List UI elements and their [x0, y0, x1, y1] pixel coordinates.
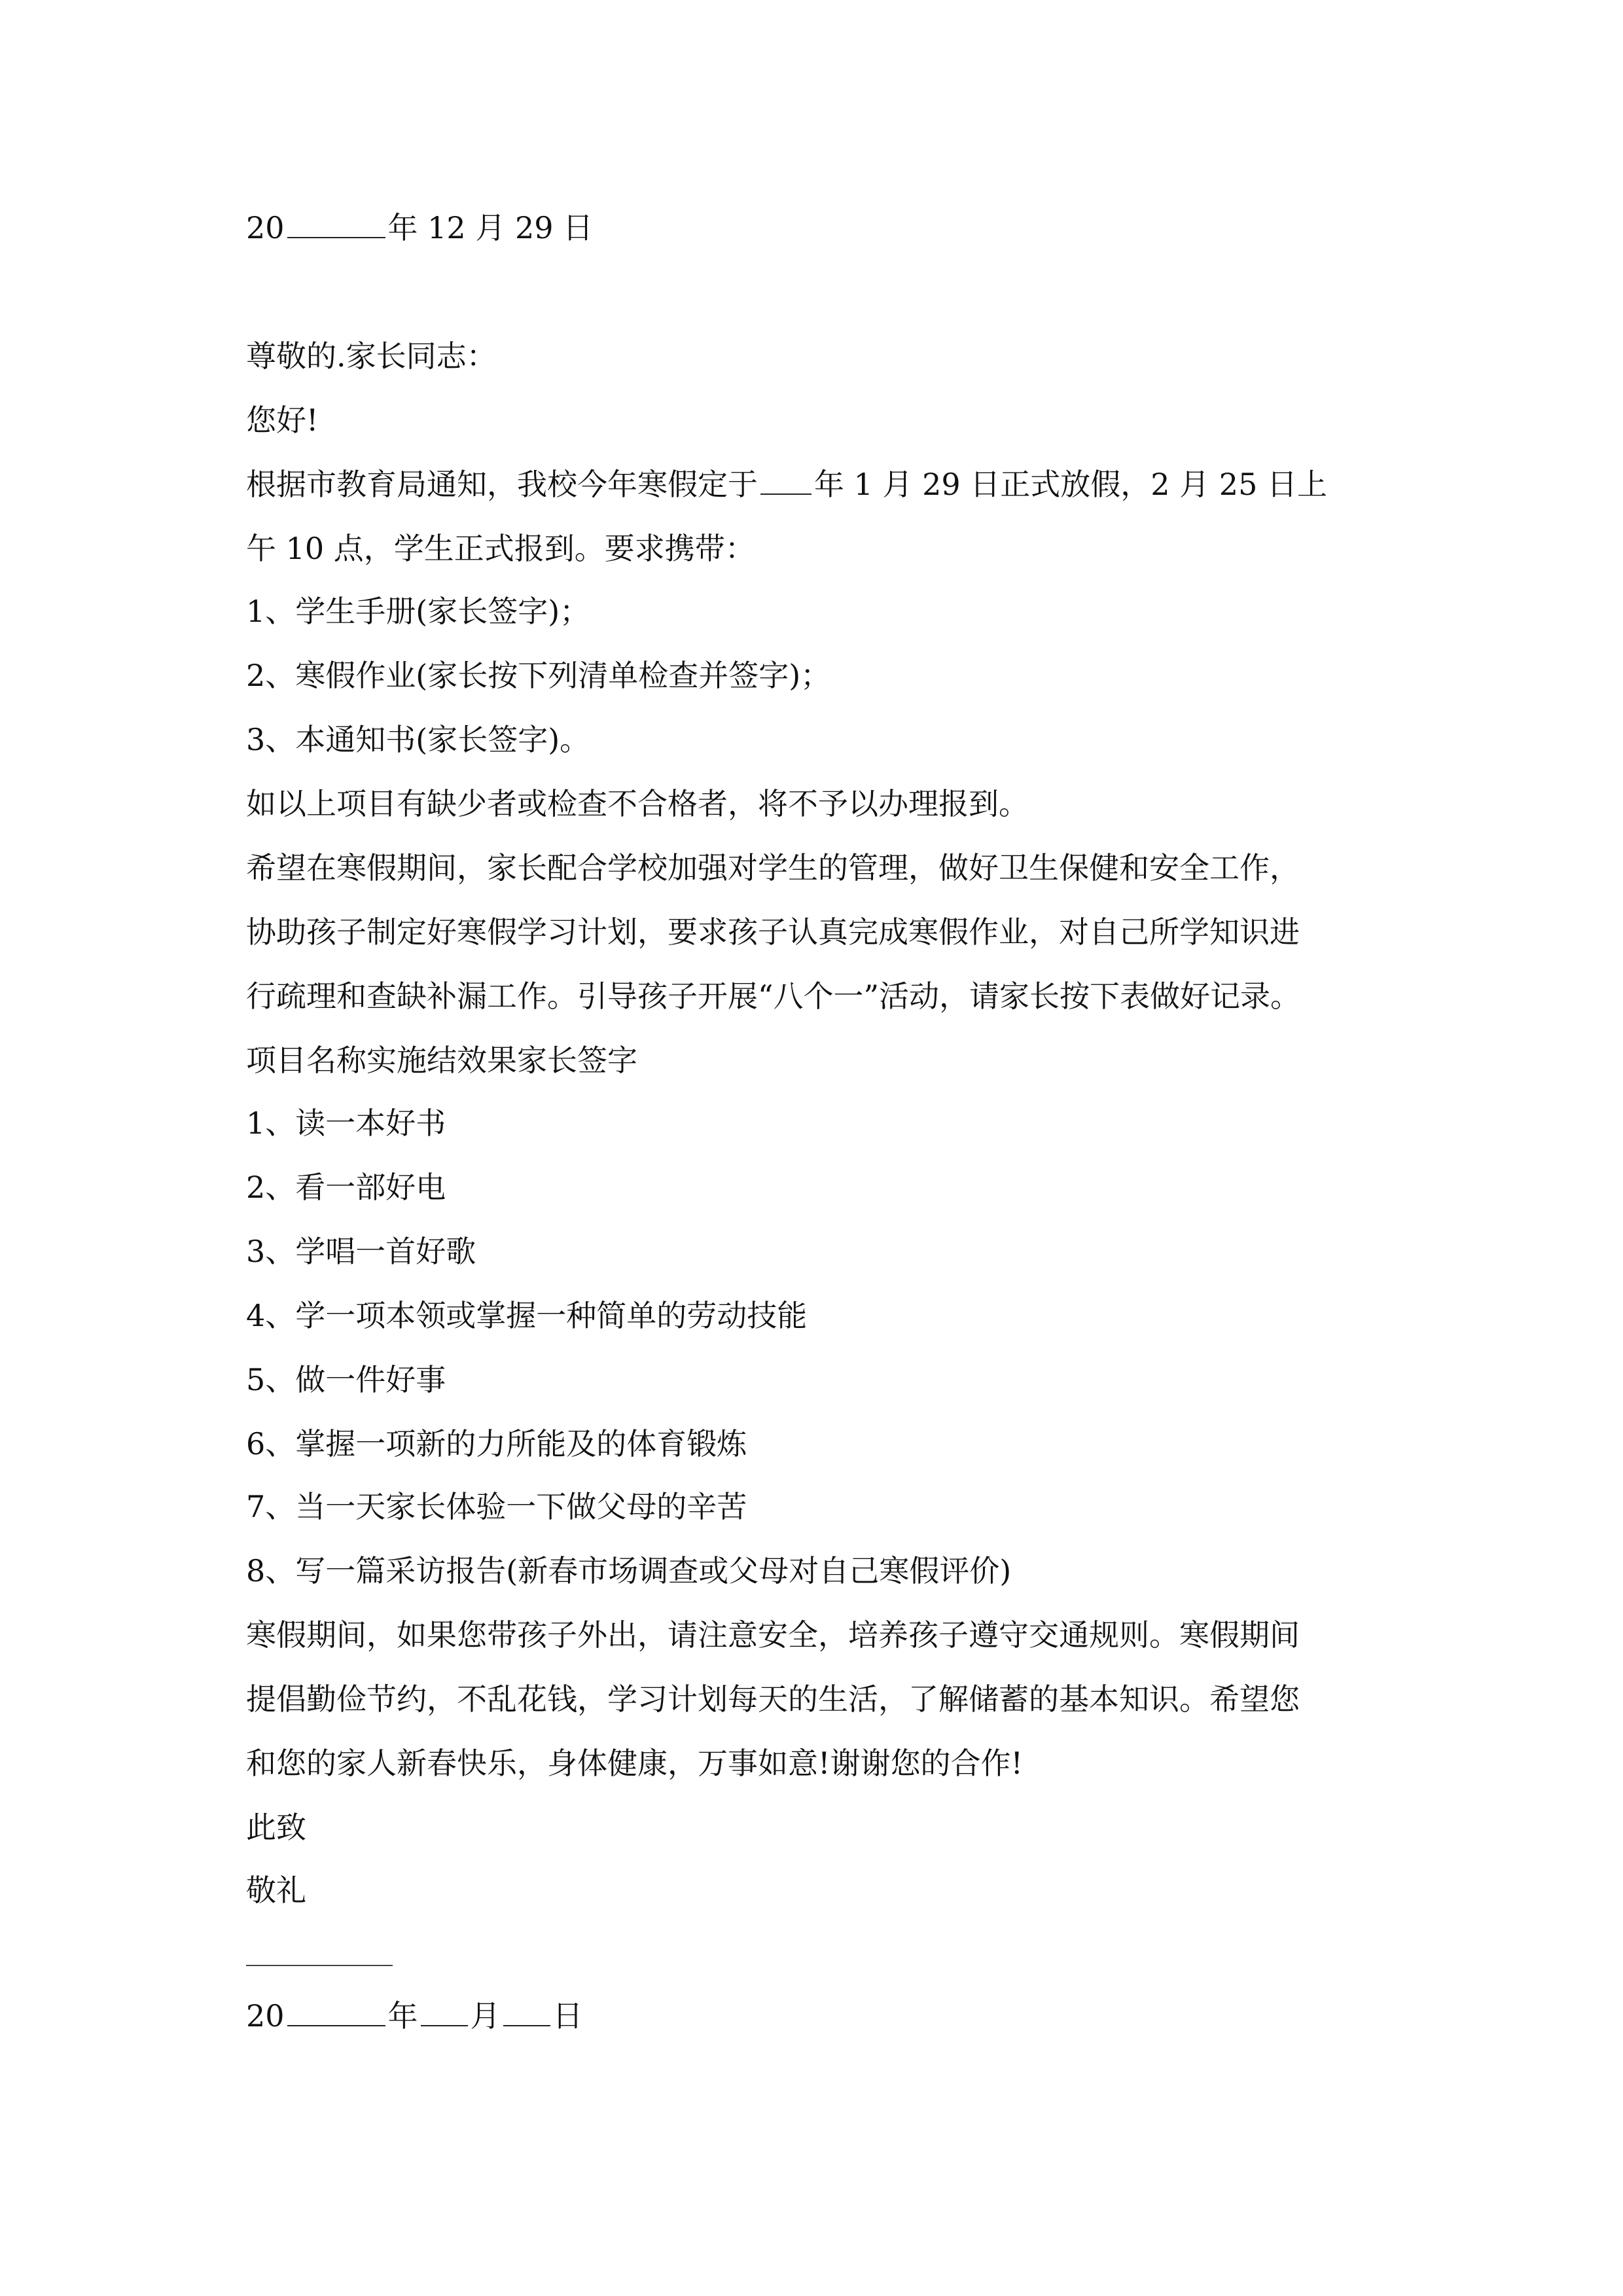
para3-line: 寒假期间，如果您带孩子外出，请注意安全，培养孩子遵守交通规则。寒假期间 [246, 1617, 1300, 1653]
activity-item: 1、读一本好书 [246, 1105, 446, 1141]
para1-line1-b: 年 1 月 29 日正式放假，2 月 25 日上 [814, 467, 1327, 502]
para2-line: 希望在寒假期间，家长配合学校加强对学生的管理，做好卫生保健和安全工作， [246, 850, 1300, 886]
activity-item: 4、学一项本领或掌握一种简单的劳动技能 [246, 1298, 808, 1333]
date-bottom-prefix: 20 [246, 1998, 285, 2034]
requirement-item: 2、寒假作业(家长按下列清单检查并签字)； [246, 658, 831, 693]
table-header: 项目名称实施结效果家长签字 [246, 1043, 637, 1078]
activity-item: 2、看一部好电 [246, 1170, 446, 1205]
day-blank [503, 1996, 550, 2026]
activity-item: 5、做一件好事 [246, 1362, 446, 1397]
para1-line1 [246, 465, 1327, 504]
activity-item: 8、写一篇采访报告(新春市场调查或父母对自己寒假评价) [246, 1553, 1012, 1588]
date-top [246, 208, 593, 247]
signature-line [246, 1965, 393, 1966]
para3-line: 提倡勤俭节约，不乱花钱，学习计划每天的生活，了解储蓄的基本知识。希望您 [246, 1681, 1300, 1717]
year-blank [287, 208, 385, 238]
date-top-prefix: 20 [246, 210, 285, 245]
closing-jingli: 敬礼 [246, 1873, 306, 1908]
activity-item: 3、学唱一首好歌 [246, 1234, 476, 1269]
requirement-item: 3、本通知书(家长签字)。 [246, 722, 590, 757]
date-bottom-day: 日 [552, 1998, 583, 2034]
para1-line1-a: 根据市教育局通知，我校今年寒假定于 [246, 467, 758, 502]
para1-line2: 午 10 点，学生正式报到。要求携带： [246, 531, 755, 566]
activity-item: 6、掌握一项新的力所能及的体育锻炼 [246, 1426, 747, 1462]
warning-text: 如以上项目有缺少者或检查不合格者，将不予以办理报到。 [246, 786, 1029, 821]
closing-cizhi: 此致 [246, 1810, 306, 1845]
greeting: 您好! [246, 403, 319, 438]
date-bottom-month: 月 [470, 1998, 501, 2034]
month-blank [421, 1996, 468, 2026]
activity-item: 7、当一天家长体验一下做父母的辛苦 [246, 1489, 747, 1524]
year-blank-bottom [287, 1996, 385, 2026]
requirement-item: 1、学生手册(家长签字)； [246, 594, 590, 629]
para2-line: 行疏理和查缺补漏工作。引导孩子开展“八个一”活动，请家长按下表做好记录。 [246, 978, 1301, 1014]
date-bottom [246, 1996, 583, 2036]
date-top-suffix: 年 12 月 29 日 [387, 210, 594, 245]
date-bottom-year: 年 [387, 1998, 418, 2034]
para3-line: 和您的家人新春快乐，身体健康，万事如意!谢谢您的合作! [246, 1746, 1023, 1781]
salutation: 尊敬的.家长同志： [246, 338, 497, 374]
year-blank-2 [760, 465, 812, 495]
para2-line: 协助孩子制定好寒假学习计划，要求孩子认真完成寒假作业，对自己所学知识进 [246, 914, 1300, 950]
